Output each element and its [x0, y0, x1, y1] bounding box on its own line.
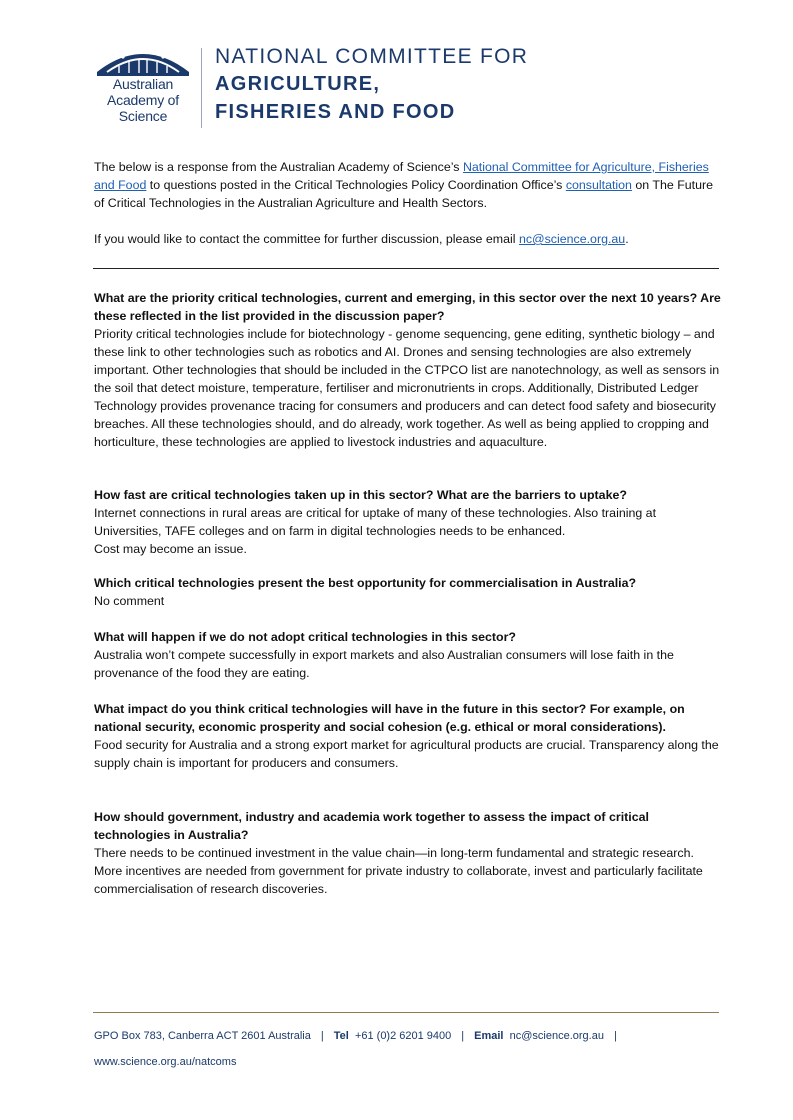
section-divider [93, 268, 719, 269]
logo-line-1: Australian [112, 76, 174, 92]
contact-period: . [625, 232, 629, 246]
logo-line-2: Academy of [107, 92, 179, 108]
answer-1: Priority critical technologies include for biotechnology - genome sequencing, gene editing, synthetic biology – and these link to other technologies such as robotics and AI. Drones and sensing technologies are also extremely important. Other technologies that should be included in the CTPCO list are nanotechnology, as well as sensors in the soil that detect moisture, temperature, fertiliser and micronutrients in crops. Additionally, Distributed Ledger Technology provides provenance tracing for consumers and producers and can detect food safety and biosecurity breaches. All these technologies should, and do already, work together. As well as being applied to cropping and horticulture, these technologies are applied to livestock industries and aquaculture. [94, 327, 720, 449]
answer-6: There needs to be continued investment in the value chain—in long-term fundamental and strategic research. More incentives are needed from government for private industry to collaborate, invest and particularly facilitate commercialisation of research discoveries. [94, 846, 703, 896]
logo-line-3: Science [118, 108, 168, 124]
qa-block-4 [94, 628, 724, 682]
committee-line-1: NATIONAL COMMITTEE FOR [215, 45, 529, 68]
qa-block-3 [94, 574, 724, 610]
answer-5: Food security for Australia and a strong export market for agricultural products are crucial. Transparency along the supply chain is important for producers and consumers. [94, 738, 719, 770]
question-3: Which critical technologies present the best opportunity for commercialisation in Australia? [94, 576, 637, 590]
qa-block-6 [94, 808, 724, 898]
consultation-link[interactable]: consultation [565, 178, 632, 192]
answer-2: Internet connections in rural areas are critical for uptake of many of these technologies. Also training at Universities, TAFE colleges and on farm in digital technologies needs to be enhanced. [94, 506, 657, 538]
footer-contact-row [94, 1028, 724, 1044]
answer-4: Australia won’t compete successfully in export markets and also Australian consumers will lose faith in the provenance of the food they are eating. [94, 648, 674, 680]
answer-2-extra: Cost may become an issue. [94, 542, 247, 556]
committee-line-3: FISHERIES AND FOOD [215, 101, 456, 123]
question-4: What will happen if we do not adopt critical technologies in this sector? [94, 630, 517, 644]
footer-separator-3: | [613, 1030, 617, 1042]
footer-address: GPO Box 783, Canberra ACT 2601 Australia [94, 1030, 311, 1042]
intro-text-after: on The Future of Critical Technologies in the Australian Agriculture and Health Sectors. [94, 178, 714, 210]
question-5: What impact do you think critical technologies will have in the future in this sector? For example, on national security, economic prosperity and social cohesion (e.g. ethical or moral considerations). [94, 702, 685, 734]
academy-logo [93, 40, 197, 130]
qa-block-5 [94, 700, 724, 772]
question-6: How should government, industry and academia work together to assess the impact of critical technologies in Australia? [94, 810, 649, 842]
arch-dome-icon [93, 42, 193, 78]
intro-section [94, 158, 724, 248]
question-1: What are the priority critical technologies, current and emerging, in this sector over the next 10 years? Are these reflected in the list provided in the discussion paper? [94, 291, 721, 323]
intro-text-before: The below is a response from the Australian Academy of Science’s [94, 160, 463, 174]
footer-tel-value: +61 (0)2 6201 9400 [354, 1030, 452, 1042]
footer-email-value[interactable]: nc@science.org.au [509, 1030, 604, 1042]
footer-email-label: Email [474, 1030, 504, 1042]
qa-block-1 [94, 289, 724, 451]
footer-website[interactable]: www.science.org.au/natcoms [94, 1056, 237, 1068]
contact-text: If you would like to contact the committee for further discussion, please email [94, 232, 519, 246]
contact-email-link[interactable]: nc@science.org.au [518, 232, 626, 246]
answer-3: No comment [94, 594, 165, 608]
footer [94, 1028, 724, 1070]
committee-line-2: AGRICULTURE, [215, 73, 381, 95]
header-divider [201, 48, 202, 128]
footer-separator-2: | [461, 1030, 465, 1042]
letterhead [93, 40, 733, 132]
intro-text-middle: to questions posted in the Critical Technologies Policy Coordination Office’s [146, 178, 566, 192]
committee-title [215, 44, 528, 126]
qa-block-2 [94, 486, 724, 558]
footer-separator-1: | [320, 1030, 324, 1042]
footer-tel-label: Tel [333, 1030, 349, 1042]
committee-link[interactable]: National Committee for Agriculture, Fisheries and Food [94, 160, 709, 192]
academy-logo-text [93, 76, 193, 124]
footer-divider [93, 1012, 719, 1013]
question-2: How fast are critical technologies taken up in this sector? What are the barriers to uptake? [94, 488, 627, 502]
contact-paragraph [94, 230, 724, 248]
intro-paragraph [94, 158, 724, 212]
